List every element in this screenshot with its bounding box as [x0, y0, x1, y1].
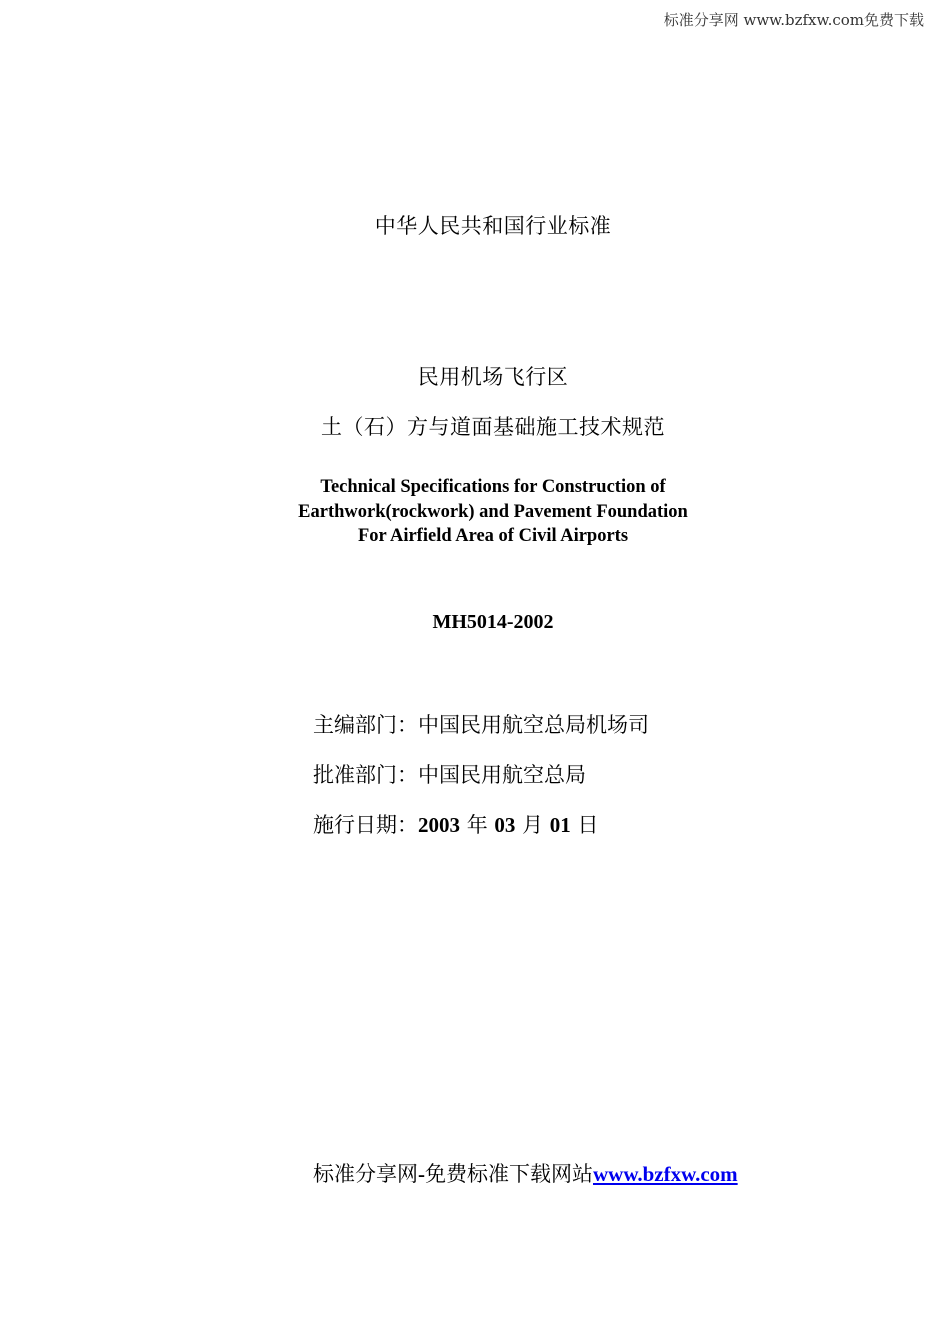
- footer-middle: 免费标准下载网站: [425, 1162, 593, 1186]
- title-en-line2: Earthwork(rockwork) and Pavement Foundation: [298, 501, 688, 522]
- editor-row: [313, 709, 649, 739]
- effective-date-row: [313, 809, 598, 839]
- header-watermark-note: 标准分享网 www.bzfxw.com免费下载: [663, 11, 924, 29]
- title-en-block: [0, 475, 950, 549]
- month-unit: 月: [522, 813, 544, 837]
- editor-value: 中国民用航空总局机场司: [418, 713, 649, 737]
- effective-day: 01: [549, 813, 571, 837]
- title-cn-line2: 土（石）方与道面基础施工技术规范: [321, 415, 665, 439]
- standard-category: 中华人民共和国行业标准: [374, 214, 612, 238]
- footer-dash: -: [418, 1162, 425, 1186]
- effective-year: 2003: [418, 813, 460, 837]
- title-cn-line1: 民用机场飞行区: [417, 365, 569, 389]
- standard-code: MH5014-2002: [432, 611, 554, 633]
- approver-value: 中国民用航空总局: [418, 763, 586, 787]
- title-en-line3: For Airfield Area of Civil Airports: [357, 526, 629, 546]
- footer-line: [313, 1158, 738, 1188]
- approver-label: 批准部门：: [313, 763, 418, 787]
- effective-month: 03: [494, 813, 516, 837]
- title-en-line1: Technical Specifications for Construction of: [320, 477, 666, 497]
- effective-label: 施行日期：: [313, 813, 418, 837]
- year-unit: 年: [466, 813, 488, 837]
- editor-label: 主编部门：: [313, 713, 418, 737]
- footer-prefix: 标准分享网: [313, 1162, 418, 1186]
- footer-website-link[interactable]: www.bzfxw.com: [593, 1162, 738, 1186]
- approver-row: [313, 759, 586, 789]
- day-unit: 日: [577, 813, 599, 837]
